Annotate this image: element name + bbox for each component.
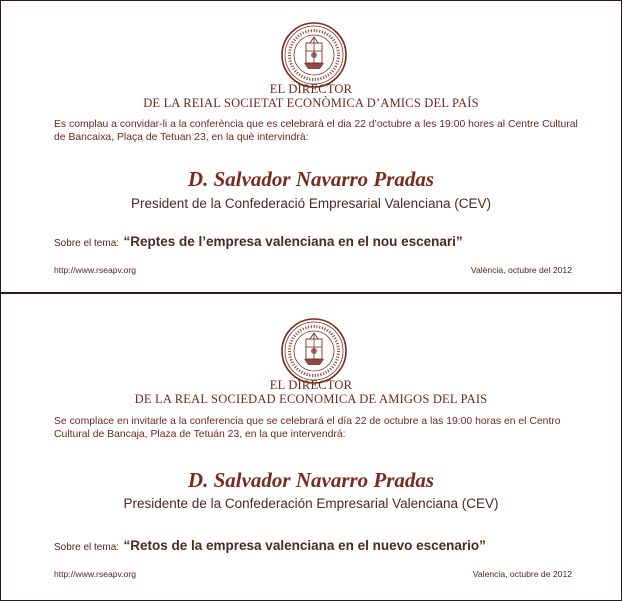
invitation-card-spanish [0, 293, 622, 601]
society-name: DE LA REAL SOCIEDAD ECONOMICA DE AMIGOS DEL PAIS [134, 392, 488, 406]
society-name: DE LA REIAL SOCIETAT ECONÒMICA D’AMICS DEL PAÍS [143, 96, 479, 110]
invitation-text: Se complace en invitarle a la conferencia que se celebrará el día 22 de octubre a las 19:00 horas en el Centro Cultural de Bancaja, Plaza de Tetuán 23, en la que intervendrá: [54, 416, 561, 440]
topic-label: Sobre el tema: [54, 238, 120, 249]
website-link[interactable]: http://www.rseapv.org [54, 265, 136, 275]
website-link[interactable]: http://www.rseapv.org [54, 569, 136, 579]
speaker-position: President de la Confederació Empresarial Valenciana (CEV) [131, 196, 491, 211]
place-date: València, octubre del 2012 [470, 265, 572, 275]
speaker-name: D. Salvador Navarro Pradas [187, 167, 435, 191]
invitation-text: Es complau a convidar-li a la conferència que es celebrarà el dia 22 d’octubre a les 19:00 hores al Centre Cultural de Bancaixa, Plaça de Tetuan 23, en la què intervindrà: [54, 119, 578, 143]
director-heading: EL DIRECTOR [269, 82, 353, 96]
director-heading: EL DIRECTOR [269, 378, 353, 392]
topic-title: “Reptes de l’empresa valenciana en el nou escenari” [123, 234, 463, 249]
society-seal-icon [280, 21, 348, 89]
society-seal-icon [280, 317, 348, 385]
topic-label: Sobre el tema: [54, 542, 120, 553]
invitation-card-valencian [0, 0, 622, 293]
topic-row [54, 537, 594, 555]
place-date: Valencia, octubre de 2012 [472, 569, 572, 579]
topic-title: “Retos de la empresa valenciana en el nuevo escenario” [123, 538, 486, 553]
topic-row [54, 233, 594, 251]
speaker-name: D. Salvador Navarro Pradas [187, 468, 435, 492]
speaker-position: Presidente de la Confederación Empresarial Valenciana (CEV) [123, 496, 499, 511]
